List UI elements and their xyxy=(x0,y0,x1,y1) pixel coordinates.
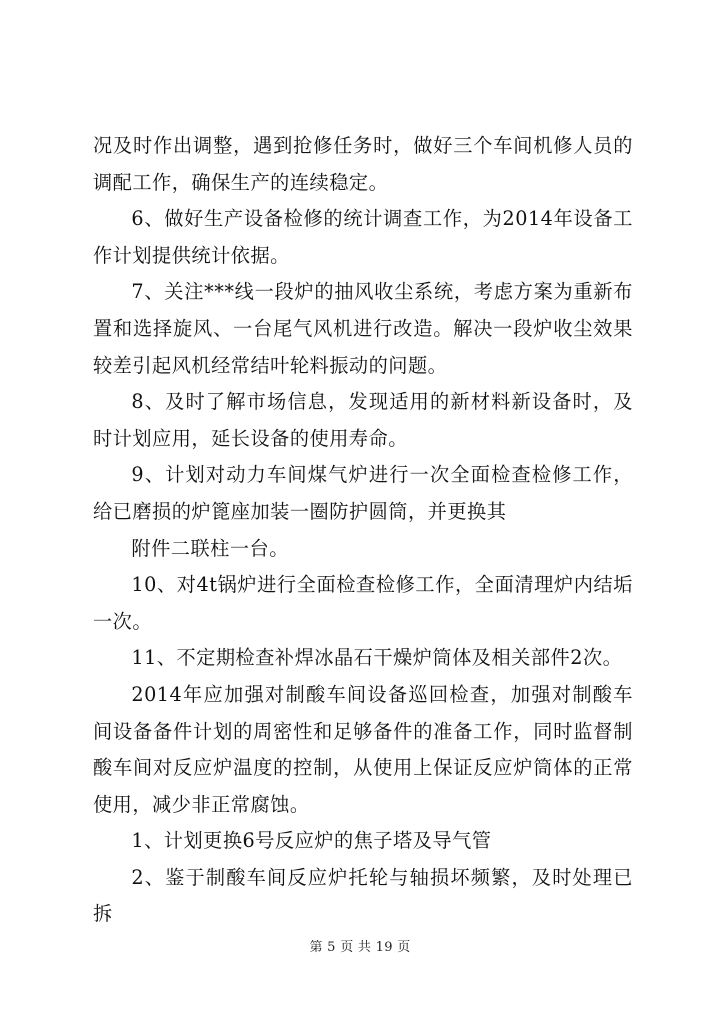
document-body xyxy=(93,128,633,933)
paragraph-item-10: 10、对4t锅炉进行全面检查检修工作，全面清理炉内结垢一次。 xyxy=(93,573,633,633)
paragraph-2014-acid-workshop: 2014年应加强对制酸车间设备巡回检查，加强对制酸车间设备备件计划的周密性和足够备件的准备工作，同时监督制酸车间对反应炉温度的控制，从使用上保证反应炉筒体的正常使用，减少非正常腐蚀。 xyxy=(93,682,633,816)
paragraph-item-6: 6、做好生产设备检修的统计调查工作，为2014年设备工作计划提供统计依据。 xyxy=(93,207,633,267)
paragraph-acid-item-2: 2、鉴于制酸车间反应炉托轮与轴损坏频繁，及时处理已拆 xyxy=(93,865,633,926)
paragraph-item-8: 8、及时了解市场信息，发现适用的新材料新设备时，及时计划应用，延长设备的使用寿命。 xyxy=(93,390,633,450)
paragraph-continuation: 况及时作出调整，遇到抢修任务时，做好三个车间机修人员的调配工作，确保生产的连续稳定。 xyxy=(93,134,633,194)
paragraph-item-7: 7、关注***线一段炉的抽风收尘系统，考虑方案为重新布置和选择旋风、一台尾气风机进行改造。解决一段炉收尘效果较差引起风机经常结叶轮料振动的问题。 xyxy=(93,280,633,377)
page-footer: 第 5 页 共 19 页 xyxy=(309,940,411,955)
paragraph-item-9: 9、计划对动力车间煤气炉进行一次全面检查检修工作，给已磨损的炉篦座加装一圈防护圆筒，并更换其 xyxy=(93,463,633,523)
paragraph-acid-item-1: 1、计划更换6号反应炉的焦子塔及导气管 xyxy=(131,829,492,853)
paragraph-item-11: 11、不定期检查补焊冰晶石干燥炉筒体及相关部件2次。 xyxy=(131,646,623,670)
paragraph-item-9-continued: 附件二联柱一台。 xyxy=(131,536,289,560)
